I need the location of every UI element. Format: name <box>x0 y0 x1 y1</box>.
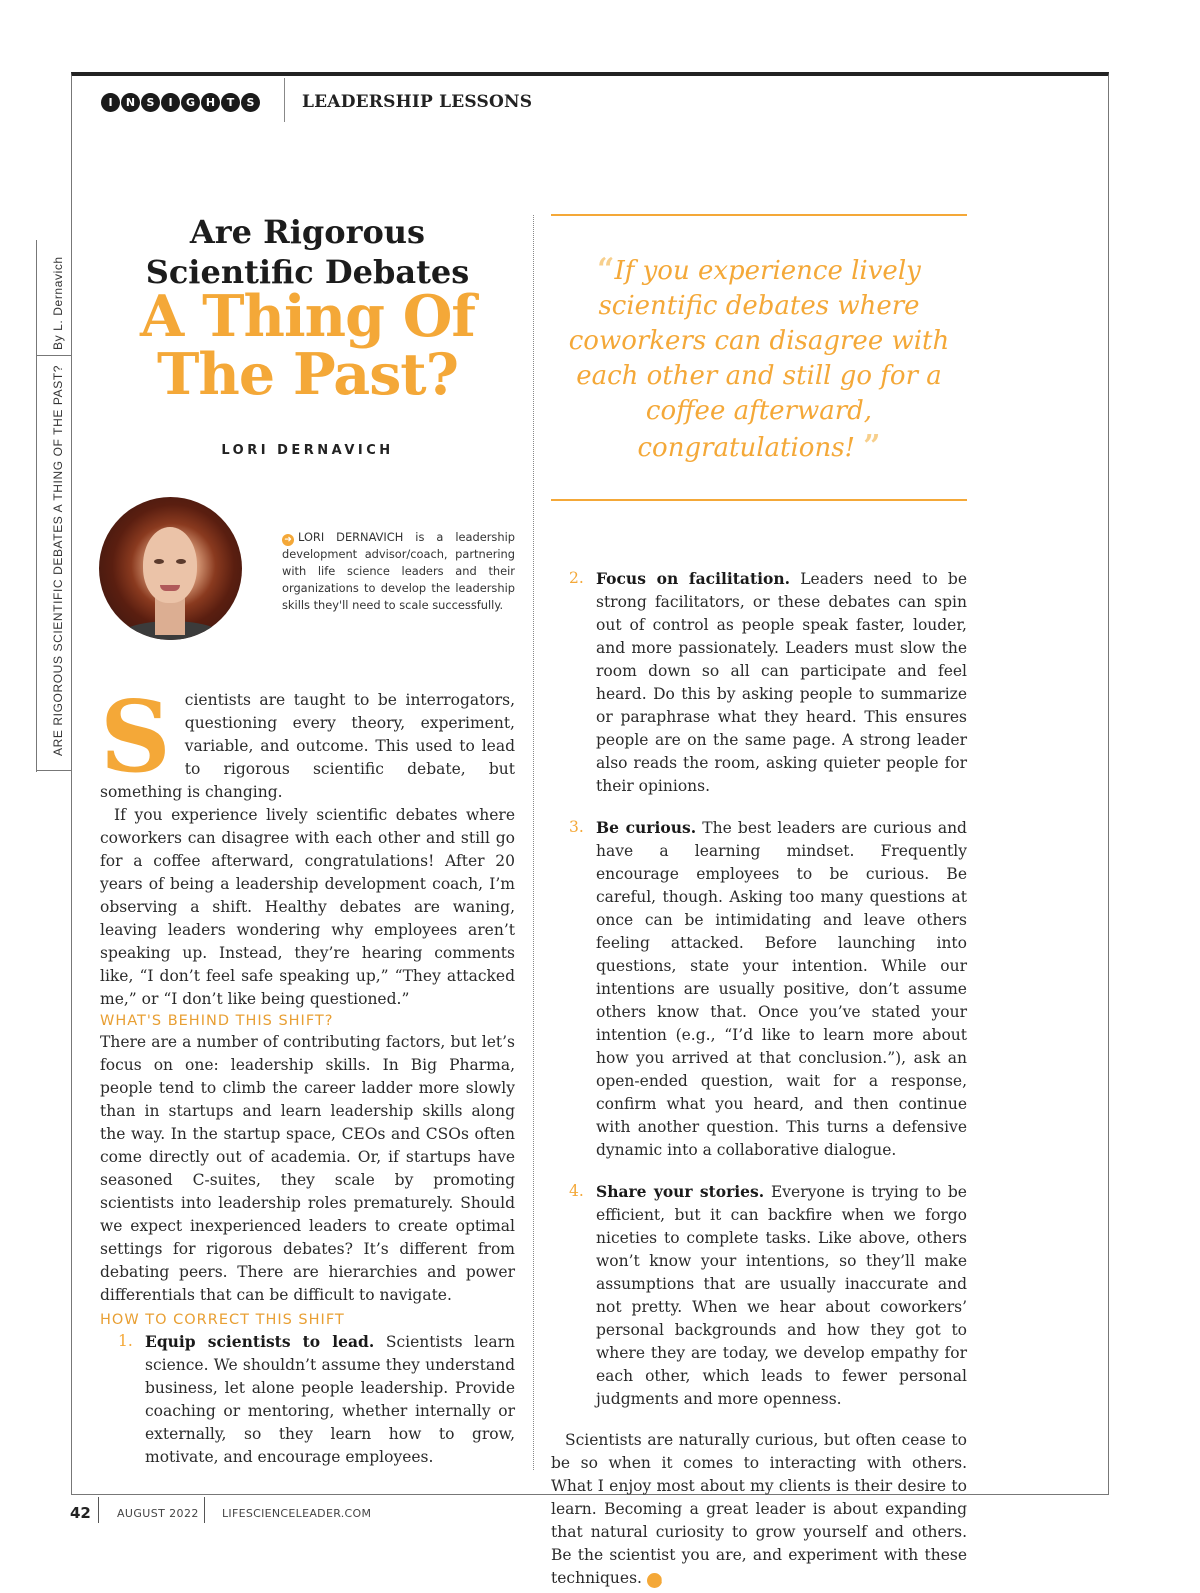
list-item-heading: Share your stories. <box>596 1182 765 1201</box>
insights-letter: I <box>101 93 120 112</box>
footer-divider <box>98 1497 99 1523</box>
list-item-text: Leaders need to be strong facilitators, or these debates can spin out of control as people speak faster, louder, and more passionately. Leaders must slow the room down so all can participate and feel heard. Do this by asking people to summarize or paraphrase what they heard. This ensures people are on the same page. A strong leader also reads the room, asking quieter people for their opinions. <box>596 570 967 795</box>
footer-divider <box>204 1497 205 1523</box>
headline-highlight: The Past? <box>156 341 459 408</box>
side-divider <box>36 355 72 356</box>
list-item-text: Everyone is trying to be efficient, but it can backfire when we forgo niceties to complete tasks. Like above, others won’t know your intentions, so they’ll make assumptions that are usually inaccurate and not pretty. When we hear about coworkers’ personal backgrounds and how they got to where they are today, we develop empathy for each other, which leads to fewer personal judgments and more openness. <box>596 1183 967 1408</box>
body-paragraph: There are a number of contributing factors, but let’s focus on one: leadership skills. In Big Pharma, people tend to climb the career ladder more slowly than in startups and learn leadership skills along the way. In the startup space, CEOs and CSOs often come directly out of academia. Or, if startups have seasoned C-suites, they scale by promoting scientists into leadership roles prematurely. Should we expect inexperienced leaders to create optimal settings for rigorous debates? It’s different from debating peers. There are hierarchies and power differentials that can be difficult to navigate. <box>100 1033 515 1304</box>
section-title: LEADERSHIP LESSONS <box>302 92 533 112</box>
subheading: WHAT'S BEHIND THIS SHIFT? <box>100 1013 334 1029</box>
list-item-heading: Equip scientists to lead. <box>145 1332 375 1351</box>
side-rule <box>36 240 37 772</box>
insights-letter: S <box>141 93 160 112</box>
end-mark-icon: L <box>647 1573 662 1588</box>
pull-quote-text: If you experience lively scientific debates where coworkers can disagree with each other and still go for a coffee afterward, congratulations! <box>568 256 950 463</box>
left-column-lower <box>100 1013 515 1307</box>
author-bio <box>282 529 515 614</box>
closing-paragraph <box>551 1429 967 1590</box>
left-column <box>100 680 515 1011</box>
body-paragraph: If you experience lively scientific debates where coworkers can disagree with each other and still go for a coffee afterward, congratulations! After 20 years of being a leadership development coach, I’m observing a shift. Healthy debates are waning, leaving leaders wondering why employees aren’t speaking up. Instead, they’re hearing comments like, “I don’t feel safe speaking up,” “They attacked me,” or “I don’t like being questioned.” <box>100 806 515 1008</box>
list-item <box>551 816 967 1162</box>
list-item <box>551 1180 967 1411</box>
list-item-heading: Focus on facilitation. <box>596 569 790 588</box>
left-column-list <box>100 1312 515 1469</box>
pull-quote <box>551 252 967 466</box>
site-url: LIFESCIENCELEADER.COM <box>222 1507 372 1520</box>
insights-letter: H <box>201 93 220 112</box>
list-item <box>551 567 967 798</box>
header-divider <box>284 78 285 122</box>
issue-date: AUGUST 2022 <box>117 1507 199 1520</box>
page-number: 42 <box>70 1504 91 1522</box>
author-photo <box>99 497 242 640</box>
side-running-title: ARE RIGOROUS SCIENTIFIC DEBATES A THING OF THE PAST? <box>51 364 65 756</box>
insights-letter: T <box>221 93 240 112</box>
side-byline: By L. Dernavich <box>51 256 65 350</box>
side-divider <box>36 770 72 771</box>
intro-text: cientists are taught to be interrogators, questioning every theory, experiment, variable, and outcome. This used to lead to rigorous scientific debate, but something is changing. <box>100 691 515 801</box>
closing-text: Scientists are naturally curious, but often cease to be so when it comes to interacting with others. What I enjoy most about my clients is their desire to learn. Becoming a great leader is about expanding that natural curiosity to grow yourself and others. Be the scientist you are, and experiment with these techniques. <box>551 1431 967 1587</box>
list-item <box>100 1330 515 1469</box>
author-bio-text: LORI DERNAVICH is a leadership development advisor/coach, partnering with life science leaders and their organizations to develop the leadership skills they'll need to scale successfully. <box>282 530 515 612</box>
list-item-text: Scientists learn science. We shouldn’t assume they understand business, let alone people leadership. Provide coaching or mentoring, whether internally or externally, so they learn how to grow, motivate, and encourage employees. <box>145 1333 515 1466</box>
list-number: 3. <box>569 818 584 836</box>
list-item-text: The best leaders are curious and have a learning mindset. Frequently encourage employees to be curious. Be careful, though. Asking too many questions at once can be intimidating and leave others feeling attacked. Before launching into questions, state your intention. While our intentions are usually positive, don’t assume others know that. Once you’ve stated your intention (e.g., “I’d like to learn more about how you arrived at that conclusion.”), ask an open-ended question, wait for a response, confirm what you heard, and then continue with another question. This turns a defensive dynamic into a collaborative dialogue. <box>596 819 967 1159</box>
headline-line: Are Rigorous <box>189 213 426 251</box>
intro-paragraph <box>100 680 515 804</box>
subheading: HOW TO CORRECT THIS SHIFT <box>100 1312 345 1328</box>
list-number: 2. <box>569 569 584 587</box>
headline-highlight: A Thing Of <box>140 283 475 350</box>
open-quote-icon: “ <box>597 252 615 287</box>
right-column <box>551 567 967 1590</box>
insights-letter: I <box>161 93 180 112</box>
pull-quote-rule <box>551 214 967 216</box>
author-byline: LORI DERNAVICH <box>221 443 394 458</box>
close-quote-icon: ” <box>863 429 881 464</box>
column-divider <box>533 215 534 1470</box>
list-number: 4. <box>569 1182 584 1200</box>
insights-letter: G <box>181 93 200 112</box>
headline-line: Scientific Debates <box>145 253 470 291</box>
insights-letter: N <box>121 93 140 112</box>
arrow-icon: ➜ <box>282 534 294 546</box>
insights-letter: S <box>241 93 260 112</box>
pull-quote-rule <box>551 499 967 501</box>
insights-logo <box>101 93 260 112</box>
drop-cap: S <box>100 680 171 795</box>
list-item-heading: Be curious. <box>596 818 697 837</box>
list-number: 1. <box>118 1332 133 1350</box>
